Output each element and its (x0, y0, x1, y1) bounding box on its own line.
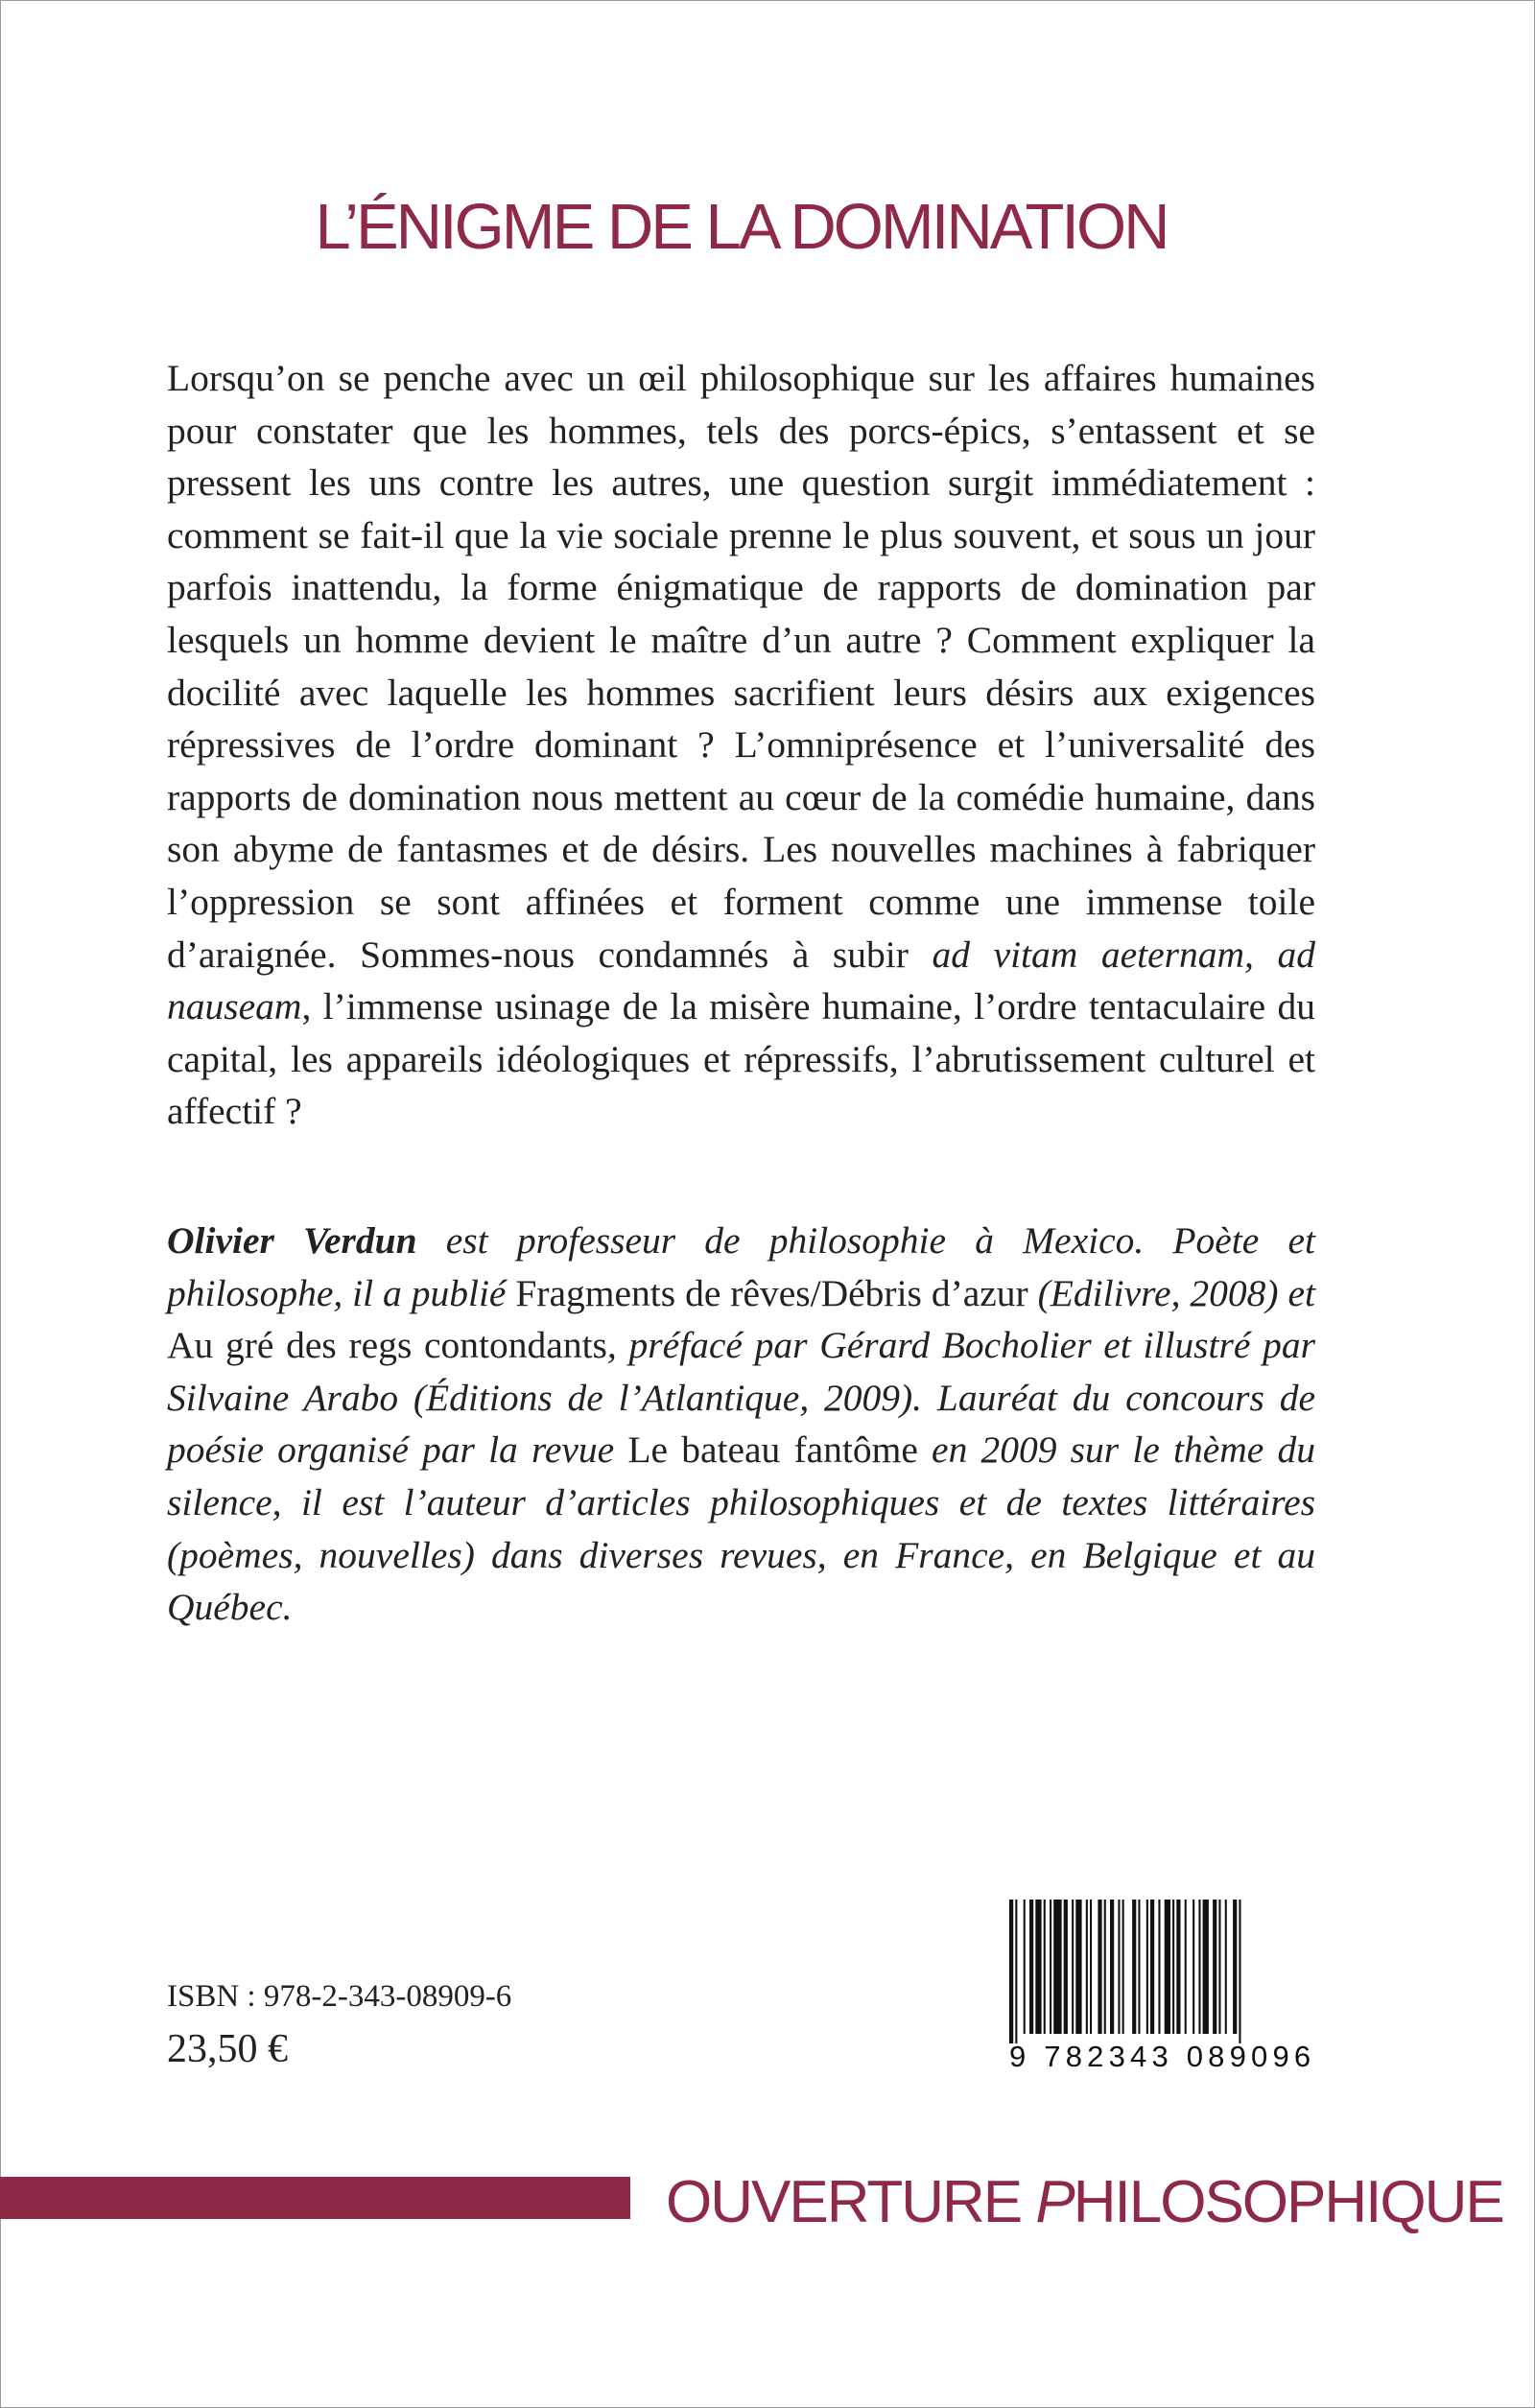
barcode-bar (1029, 1900, 1033, 2034)
barcode-bar (1035, 1900, 1041, 2034)
summary-text-1: Lorsqu’on se penche avec un œil philosophique sur les affaires humaines pour constater que les hommes, tels des porcs-épics, s’entassent et se pressent les uns contre les autres, une question surgit immédiatement : comment se fait-il que la vie sociale prenne le plus souvent, et sous un jour parfois inattendu, la forme énigmatique de rapports de domination par lesquels un homme devient le maître d’un autre ? Comment expliquer la docilité avec laquelle les hommes sacrifient leurs désirs aux exigences répressives de l’ordre dominant ? L’omniprésence et l’universalité des rapports de domination nous mettent au cœur de la comédie humaine, dans son abyme de fantasmes et de désirs. Les nouvelles machines à fabriquer l’oppression se sont affinées et forment comme une immense toile d’araignée. Sommes-nous condamnés à subir (167, 357, 1315, 976)
barcode-bar (1193, 1900, 1194, 2034)
barcode-bar (1146, 1900, 1148, 2034)
bio-text-3: , préfacé par Gérard Bocholier et illustré par Silvaine Arabo (Éditions de l’Atlantique, 2009). Lauréat du concours de poésie organisé par la revue (167, 1324, 1316, 1472)
book-title: L’ÉNIGME DE LA DOMINATION (315, 191, 1168, 263)
bio-text-2: (Edilivre, 2008) et (1027, 1271, 1315, 1314)
barcode-bar (1024, 1900, 1026, 2034)
series-name-part3: HILOSOPHIQUE (1073, 2169, 1503, 2235)
barcode-bar (1225, 1900, 1227, 2034)
barcode-bar (1233, 1900, 1237, 2034)
barcode-bar (1213, 1900, 1216, 2034)
barcode-bar (1072, 1900, 1074, 2034)
series-name-part1: OUVERTURE (666, 2169, 1036, 2235)
bio-work-1: Fragments de rêves/Débris d’azur (515, 1271, 1028, 1314)
barcode-bar (1150, 1900, 1154, 2034)
price: 23,50 € (167, 2027, 288, 2071)
summary-text-2: , l’immense usinage de la misère humaine, l’ordre tentaculaire du capital, les appareils idéologiques et répressifs, l’abrutissement culturel et affectif ? (167, 985, 1315, 1133)
barcode-bar (1050, 1900, 1051, 2034)
barcode-bar (1172, 1900, 1174, 2034)
barcode-bar (1176, 1900, 1180, 2034)
barcode-bar (1090, 1900, 1092, 2034)
barcode-bar (1132, 1900, 1136, 2034)
bio-work-3: Le bateau fantôme (627, 1428, 918, 1472)
barcode-bar (1138, 1900, 1140, 2034)
barcode-bar (1086, 1900, 1088, 2034)
barcode-bar (1203, 1900, 1209, 2034)
barcode-bar (1239, 1900, 1240, 2043)
isbn: ISBN : 978-2-343-08909-6 (167, 1979, 512, 2014)
barcode-bar (1075, 1900, 1081, 2034)
barcode-bar (1218, 1900, 1220, 2034)
barcode-bar (1053, 1900, 1061, 2034)
series-name (666, 2168, 1503, 2236)
barcode-bars (1002, 1900, 1322, 2043)
series-accent-bar (0, 2177, 630, 2219)
barcode-bar (1165, 1900, 1170, 2034)
barcode-bar (1009, 1900, 1013, 2043)
barcode-bar (1122, 1900, 1124, 2034)
summary-latin-phrase: ad vitam aeternam, ad nauseam (167, 933, 1315, 1028)
barcode-bar (1015, 1900, 1017, 2043)
bio-work-2: Au gré des regs contondants (167, 1324, 607, 1367)
barcode-bar (1118, 1900, 1120, 2034)
author-bio (167, 1215, 1315, 1634)
barcode-bar (1044, 1900, 1046, 2034)
barcode-bar (1110, 1900, 1114, 2034)
author-name: Olivier Verdun (167, 1219, 417, 1262)
series-name-part2: P (1035, 2169, 1074, 2235)
book-summary (167, 352, 1315, 1138)
barcode-digits: 9 782343 089096 (1009, 2040, 1316, 2073)
barcode-bar (1158, 1900, 1160, 2034)
barcode-bar (1198, 1900, 1200, 2034)
barcode-bar (1104, 1900, 1106, 2034)
barcode-bar (1185, 1900, 1187, 2034)
barcode-bar (1098, 1900, 1101, 2034)
bio-text-4: en 2009 sur le thème du silence, il est l’auteur d’articles philosophiques et de textes littéraires (poèmes, nouvelles) dans diverses revues, en France, en Belgique et au Québec. (167, 1428, 1315, 1629)
bio-text-1: est professeur de philosophie à Mexico. Poète et philosophe, il a publié (167, 1219, 1315, 1314)
barcode-bar (1064, 1900, 1068, 2034)
